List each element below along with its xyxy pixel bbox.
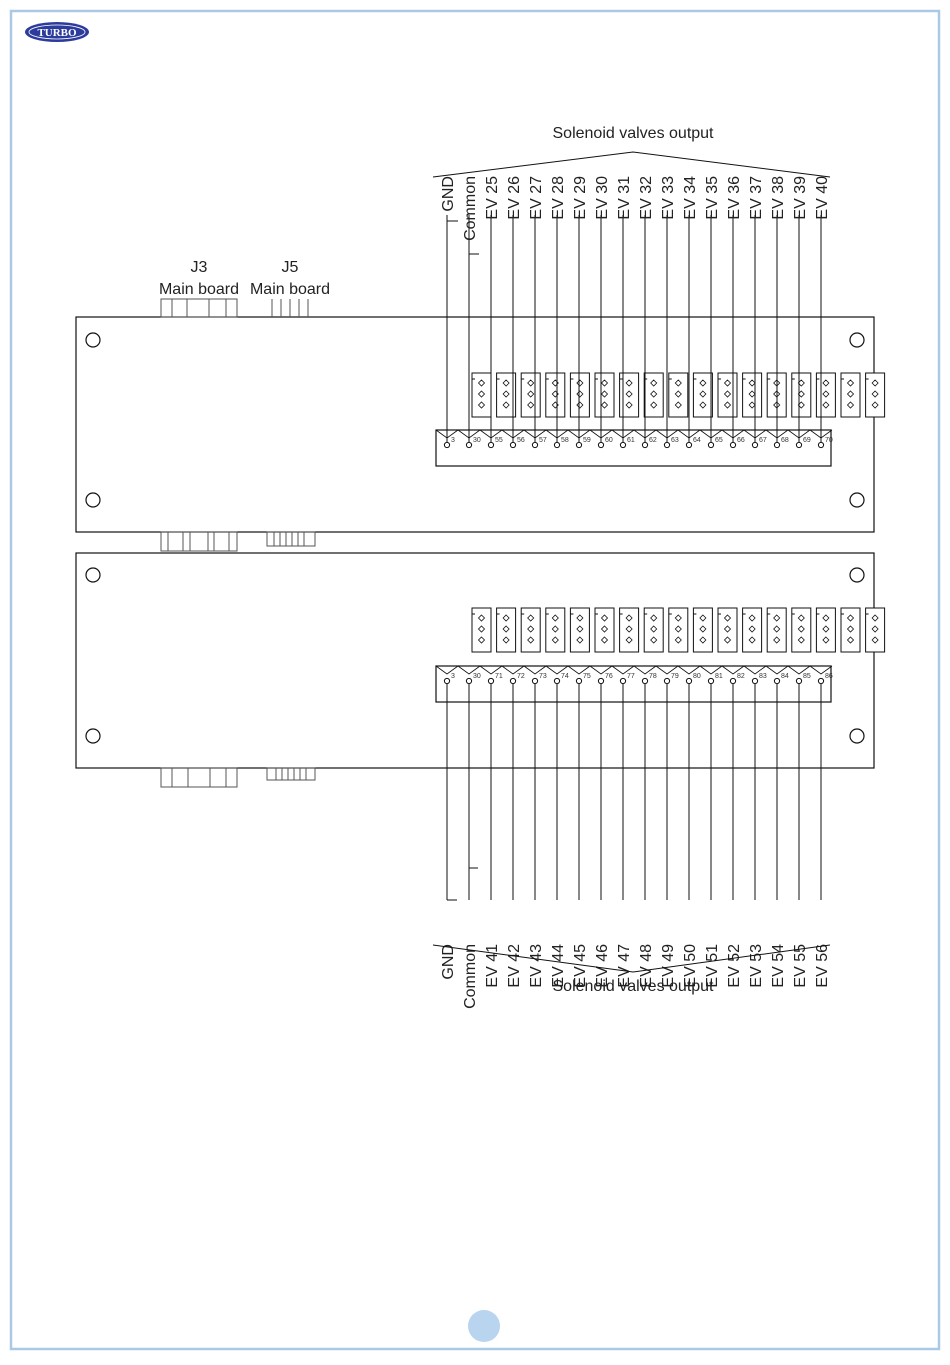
top-terminal-number: 64 [693,437,701,444]
top-relay-module [718,373,737,417]
bottom-terminal-number: 75 [583,673,591,680]
bottom-output-label: EV 52 [726,944,743,988]
top-terminal-number: 66 [737,437,745,444]
top-terminal-number: 65 [715,437,723,444]
bottom-output-label: EV 55 [792,944,809,988]
top-terminal-number: 55 [495,437,503,444]
top-output-label: EV 37 [748,176,765,220]
bottom-terminal-screw [818,678,823,683]
j5-header-bottom [267,768,315,780]
bottom-terminal-number: 74 [561,673,569,680]
bottom-output-label: EV 42 [506,944,523,988]
top-terminal-screw [620,442,625,447]
bottom-relay-module [841,608,860,652]
top-output-label: EV 36 [726,176,743,220]
bottom-terminal-screw [576,678,581,683]
top-terminal-screw [444,442,449,447]
bottom-relay-module [816,608,835,652]
top-terminal-screw [466,442,471,447]
bottom-output-label: EV 47 [616,944,633,988]
top-terminal-screw [752,442,757,447]
bottom-relay-module [595,608,614,652]
top-terminal-screw [510,442,515,447]
page-number-badge [468,1310,500,1342]
bottom-output-label: EV 44 [550,944,567,988]
top-relay-module [521,373,540,417]
board-top [76,317,874,532]
bottom-terminal-screw [488,678,493,683]
top-terminal-number: 58 [561,437,569,444]
top-terminal-number: 63 [671,437,679,444]
top-group-label: Solenoid valves output [552,125,714,142]
bottom-relay-module [570,608,589,652]
bottom-relay-module [693,608,712,652]
bottom-terminal-number: 3 [451,673,455,680]
bottom-group-label: Solenoid valves output [552,978,714,995]
connector-j3-label: J3 [190,259,208,276]
bottom-terminal-screw [730,678,735,683]
top-terminal-screw [598,442,603,447]
logo-text: TURBO [37,27,77,39]
turbo-logo [25,22,89,42]
bottom-terminal-screw [532,678,537,683]
top-terminal-number: 62 [649,437,657,444]
top-relay-module [472,373,491,417]
top-output-label: EV 38 [770,176,787,220]
bottom-output-label: EV 46 [594,944,611,988]
j5-header-top [272,299,308,317]
top-terminal-number: 57 [539,437,547,444]
bottom-terminal-number: 79 [671,673,679,680]
top-output-label: EV 40 [814,176,831,220]
top-terminal-screw [554,442,559,447]
top-relay-module [866,373,885,417]
top-terminal-number: 67 [759,437,767,444]
top-relay-module [816,373,835,417]
top-terminal-number: 61 [627,437,635,444]
top-terminal-number: 70 [825,437,833,444]
connector-j3-sublabel: Main board [158,281,240,298]
board-bottom [76,553,874,768]
top-terminal-screw [774,442,779,447]
connector-j5-sublabel: Main board [249,281,331,298]
bottom-terminal-number: 73 [539,673,547,680]
top-relay-module [595,373,614,417]
bottom-terminal-screw [774,678,779,683]
top-output-label: EV 31 [616,176,633,220]
bottom-terminal-screw [466,678,471,683]
bottom-terminal-number: 85 [803,673,811,680]
bottom-relay-module [866,608,885,652]
bottom-output-label: EV 50 [682,944,699,988]
top-output-label: EV 27 [528,176,545,220]
top-relay-module [743,373,762,417]
bottom-relay-module [718,608,737,652]
top-terminal-number: 3 [451,437,455,444]
bottom-terminal-screw [708,678,713,683]
bottom-output-label: EV 48 [638,944,655,988]
top-brace [433,152,830,177]
top-relay-module [620,373,639,417]
top-terminal-number: 30 [473,437,481,444]
bottom-terminal-screw [620,678,625,683]
top-terminal-screw [818,442,823,447]
bottom-relay-module [792,608,811,652]
bottom-relay-module [743,608,762,652]
bottom-terminal-screw [598,678,603,683]
bottom-relay-module [644,608,663,652]
bottom-terminal-screw [686,678,691,683]
bottom-output-label: EV 51 [704,944,721,988]
top-relay-module [841,373,860,417]
bottom-terminal-number: 82 [737,673,745,680]
bottom-terminal-screw [554,678,559,683]
bottom-terminal-number: 83 [759,673,767,680]
bottom-output-label: EV 41 [484,944,501,988]
j3-header-mid [161,532,237,551]
top-terminal-screw [532,442,537,447]
bottom-output-label: GND [440,944,457,980]
bottom-relay-module [546,608,565,652]
bottom-terminal-screw [444,678,449,683]
top-terminal-number: 56 [517,437,525,444]
top-relay-module [546,373,565,417]
bottom-terminal-number: 81 [715,673,723,680]
bottom-terminal-screw [796,678,801,683]
top-output-label: Common [462,176,479,241]
bottom-output-label: EV 56 [814,944,831,988]
bottom-terminal-number: 76 [605,673,613,680]
bottom-output-label: EV 43 [528,944,545,988]
top-relay-module [644,373,663,417]
top-relay-module [669,373,688,417]
top-terminal-number: 69 [803,437,811,444]
bottom-terminal-number: 78 [649,673,657,680]
bottom-output-label: EV 54 [770,944,787,988]
bottom-terminal-number: 77 [627,673,635,680]
top-terminal-screw [730,442,735,447]
bottom-terminal-number: 86 [825,673,833,680]
top-output-label: EV 26 [506,176,523,220]
bottom-output-label: Common [462,944,479,1009]
top-relay-module [570,373,589,417]
top-output-label: EV 34 [682,176,699,220]
top-output-label: EV 30 [594,176,611,220]
bottom-terminal-screw [752,678,757,683]
bottom-terminal-number: 84 [781,673,789,680]
top-terminal-screw [576,442,581,447]
top-output-label: EV 33 [660,176,677,220]
top-terminal-screw [796,442,801,447]
bottom-terminal-screw [642,678,647,683]
top-terminal-screw [686,442,691,447]
top-output-label: EV 39 [792,176,809,220]
bottom-terminal-screw [664,678,669,683]
bottom-relay-module [521,608,540,652]
bottom-terminal-screw [510,678,515,683]
bottom-relay-module [669,608,688,652]
top-output-label: EV 35 [704,176,721,220]
bottom-terminal-number: 72 [517,673,525,680]
j5-header-mid [267,532,315,546]
top-relay-module [693,373,712,417]
connector-j5-label: J5 [281,259,299,276]
top-output-label: EV 28 [550,176,567,220]
top-terminal-number: 59 [583,437,591,444]
bottom-relay-module [472,608,491,652]
bottom-relay-module [497,608,516,652]
top-output-label: EV 32 [638,176,655,220]
top-terminal-screw [488,442,493,447]
top-terminal-screw [642,442,647,447]
top-terminal-number: 60 [605,437,613,444]
top-terminal-number: 68 [781,437,789,444]
bottom-output-label: EV 49 [660,944,677,988]
top-output-label: EV 29 [572,176,589,220]
top-relay-module [792,373,811,417]
top-output-label: GND [440,176,457,212]
bottom-terminal-number: 80 [693,673,701,680]
top-output-label: EV 25 [484,176,501,220]
top-terminal-screw [708,442,713,447]
bottom-relay-module [620,608,639,652]
top-terminal-screw [664,442,669,447]
bottom-output-label: EV 53 [748,944,765,988]
bottom-output-label: EV 45 [572,944,589,988]
j3-header-bottom [161,768,237,787]
j3-header-top [161,299,237,317]
bottom-terminal-number: 30 [473,673,481,680]
bottom-relay-module [767,608,786,652]
bottom-terminal-number: 71 [495,673,503,680]
